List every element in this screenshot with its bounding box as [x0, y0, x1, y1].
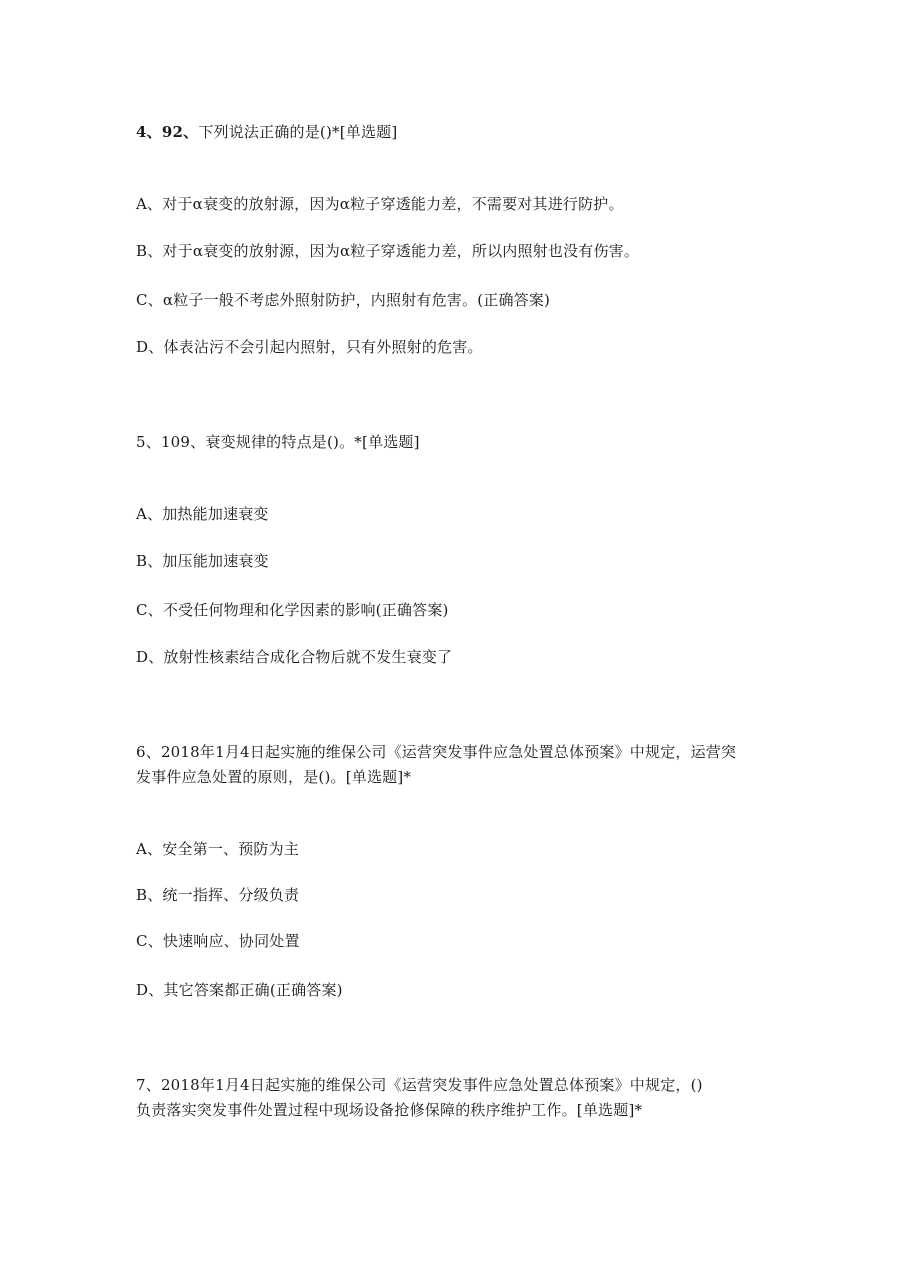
question-7-title-line-1: 7、2018年1月4日起实施的维保公司《运营突发事件应急处置总体预案》中规定，()	[136, 1076, 703, 1094]
question-5-option-d: D、放射性核素结合成化合物后就不发生衰变了	[136, 648, 453, 666]
question-5-title: 5、109、衰变规律的特点是()。*[单选题]	[136, 433, 420, 451]
question-4-option-d: D、体表沾污不会引起内照射，只有外照射的危害。	[136, 338, 483, 356]
question-4-option-b: B、对于α衰变的放射源，因为α粒子穿透能力差，所以内照射也没有伤害。	[136, 242, 640, 260]
question-7-title-line-2: 负责落实突发事件处置过程中现场设备抢修保障的秩序维护工作。[单选题]*	[136, 1101, 643, 1119]
question-5-option-c: C、不受任何物理和化学因素的影响(正确答案)	[136, 601, 449, 619]
question-6-title-line-2: 发事件应急处置的原则，是()。[单选题]*	[136, 768, 412, 786]
question-6-option-c: C、快速响应、协同处置	[136, 932, 300, 950]
question-4-option-a: A、对于α衰变的放射源，因为α粒子穿透能力差，不需要对其进行防护。	[136, 195, 624, 213]
question-4-option-c: C、α粒子一般不考虑外照射防护，内照射有危害。(正确答案)	[136, 291, 551, 309]
question-6-title-line-1: 6、2018年1月4日起实施的维保公司《运营突发事件应急处置总体预案》中规定，运营突	[136, 743, 737, 761]
question-4-title	[136, 121, 397, 143]
question-4-text: 下列说法正确的是()*[单选题]	[198, 123, 398, 141]
question-5-option-b: B、加压能加速衰变	[136, 552, 269, 570]
question-6-option-d: D、其它答案都正确(正确答案)	[136, 981, 343, 999]
question-6-option-b: B、统一指挥、分级负责	[136, 886, 300, 904]
question-6-option-a: A、安全第一、预防为主	[136, 840, 300, 858]
question-4-number: 4、92、	[136, 123, 199, 141]
question-5-option-a: A、加热能加速衰变	[136, 505, 269, 523]
